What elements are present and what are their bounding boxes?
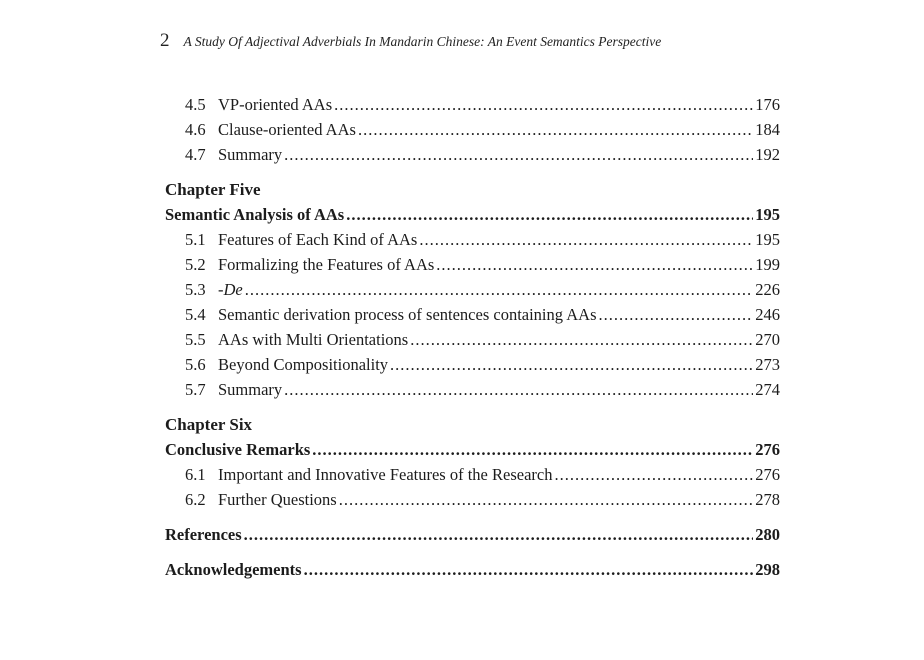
chapter-six-label: Chapter Six: [165, 415, 253, 434]
toc-section-title: Further Questions: [218, 490, 337, 509]
toc-page-number: 278: [755, 490, 780, 509]
toc-entry-5-4: [165, 302, 780, 327]
toc-page-number: 176: [755, 95, 780, 114]
toc-chapter-six: [165, 437, 780, 462]
dot-leader: [304, 557, 754, 582]
toc-entry-4-7: [165, 142, 780, 167]
toc-page-number: 192: [755, 145, 780, 164]
dot-leader: [339, 487, 754, 512]
dot-leader: [410, 327, 753, 352]
toc-section-number: 5.4: [185, 305, 206, 324]
dot-leader: [284, 377, 753, 402]
toc-page-number: 226: [755, 280, 780, 299]
toc-section-number: 5.6: [185, 355, 206, 374]
toc-references: [165, 522, 780, 547]
toc-entry-5-7: [165, 377, 780, 402]
toc-acknowledgements: [165, 557, 780, 582]
toc-section-title: -De: [218, 280, 243, 299]
chapter-title: Semantic Analysis of AAs: [165, 205, 345, 224]
toc-section-number: 6.2: [185, 490, 206, 509]
toc-page-number: 270: [755, 330, 780, 349]
toc-section-number: 4.6: [185, 120, 206, 139]
toc-page-number: 298: [755, 560, 780, 579]
toc-page-number: 195: [755, 230, 780, 249]
toc-page-number: 273: [755, 355, 780, 374]
toc-page-number: 246: [755, 305, 780, 324]
toc-section-title: Important and Innovative Features of the Research: [218, 465, 553, 484]
dot-leader: [419, 227, 753, 252]
dot-leader: [358, 117, 753, 142]
toc-section-title: Semantic derivation process of sentences containing AAs: [218, 305, 597, 324]
toc-page-number: 276: [755, 440, 780, 459]
toc-entry-5-5: [165, 327, 780, 352]
dot-leader: [245, 277, 754, 302]
toc-section-number: 4.5: [185, 95, 206, 114]
toc-section-number: 5.3: [185, 280, 206, 299]
chapter-title: Conclusive Remarks: [165, 440, 311, 459]
toc-entry-5-6: [165, 352, 780, 377]
toc-entry-4-6: [165, 117, 780, 142]
toc-page-number: 274: [755, 380, 780, 399]
dot-leader: [244, 522, 754, 547]
toc-page-number: 199: [755, 255, 780, 274]
dot-leader: [346, 202, 753, 227]
toc-section-title: Summary: [218, 145, 283, 164]
toc-section-number: 5.2: [185, 255, 206, 274]
page-number: 2: [160, 30, 170, 51]
toc-page-number: 184: [755, 120, 780, 139]
toc-section-title: Formalizing the Features of AAs: [218, 255, 435, 274]
toc-section-number: 5.5: [185, 330, 206, 349]
running-title: A Study Of Adjectival Adverbials In Mandarin Chinese: An Event Semantics Perspective: [183, 34, 662, 49]
dot-leader: [599, 302, 754, 327]
toc-section-number: 5.1: [185, 230, 206, 249]
toc-section-title: VP-oriented AAs: [218, 95, 333, 114]
toc-section-number: 6.1: [185, 465, 206, 484]
chapter-five-label: Chapter Five: [165, 180, 261, 199]
toc-section-title: AAs with Multi Orientations: [218, 330, 409, 349]
toc-entry-5-1: [165, 227, 780, 252]
toc-entry-4-5: [165, 92, 780, 117]
toc-section-title: Clause-oriented AAs: [218, 120, 356, 139]
toc-entry-5-3: [165, 277, 780, 302]
toc-section-title: Beyond Compositionality: [218, 355, 389, 374]
toc-page-number: 195: [755, 205, 780, 224]
dot-leader: [312, 437, 753, 462]
toc-section-number: 4.7: [185, 145, 206, 164]
toc-entry-6-2: [165, 487, 780, 512]
dot-leader: [554, 462, 753, 487]
page-header: [160, 30, 780, 60]
toc-page-number: 276: [755, 465, 780, 484]
acknowledgements-title: Acknowledgements: [165, 560, 302, 579]
toc-section-number: 5.7: [185, 380, 206, 399]
dot-leader: [390, 352, 753, 377]
toc-entry-5-2: [165, 252, 780, 277]
toc-section-title: Summary: [218, 380, 283, 399]
references-title: References: [165, 525, 242, 544]
toc-chapter-five: [165, 202, 780, 227]
toc-page-number: 280: [755, 525, 780, 544]
dot-leader: [334, 92, 753, 117]
toc-section-title: Features of Each Kind of AAs: [218, 230, 418, 249]
toc-entry-6-1: [165, 462, 780, 487]
table-of-contents: [165, 92, 780, 582]
dot-leader: [284, 142, 753, 167]
dot-leader: [436, 252, 753, 277]
